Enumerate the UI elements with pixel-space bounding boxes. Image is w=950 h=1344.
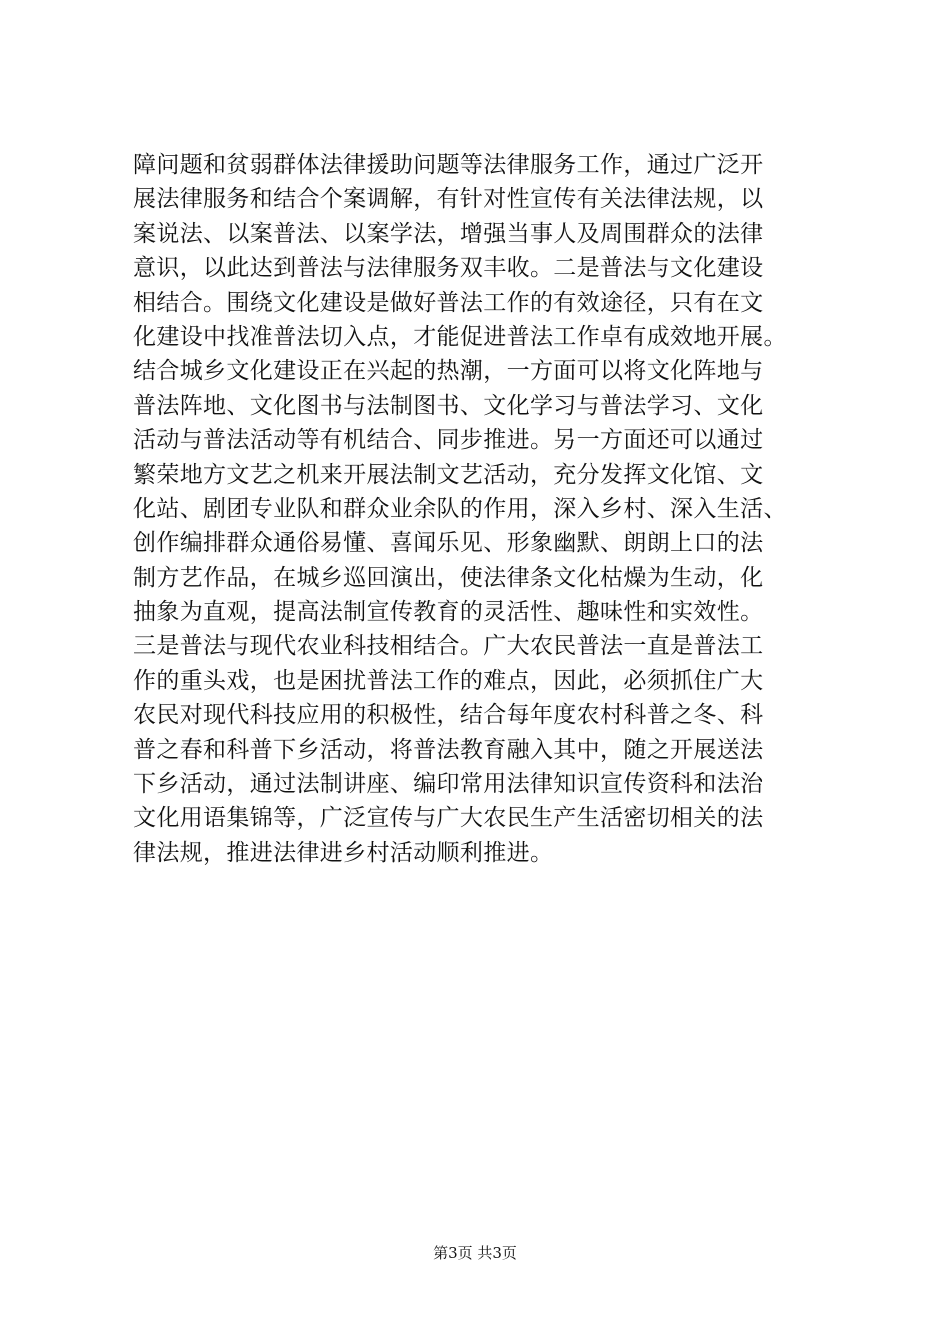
text-line: 下乡活动，通过法制讲座、编印常用法律知识宣传资科和法治 [133,771,764,798]
text-line: 结合城乡文化建设正在兴起的热潮，一方面可以将文化阵地与 [133,358,764,385]
text-line: 展法律服务和结合个案调解，有针对性宣传有关法律法规，以 [133,186,764,213]
text-line: 普法阵地、文化图书与法制图书、文化学习与普法学习、文化 [133,392,764,419]
text-line: 普之春和科普下乡活动，将普法教育融入其中，随之开展送法 [133,736,764,763]
text-line: 作的重头戏，也是困扰普法工作的难点，因此，必须抓住广大 [133,667,764,694]
text-line: 相结合。围绕文化建设是做好普法工作的有效途径，只有在文 [133,289,764,316]
text-line: 农民对现代科技应用的积极性，结合每年度农村科普之冬、科 [133,702,764,729]
text-line: 案说法、以案普法、以案学法，增强当事人及周围群众的法律 [133,220,764,247]
text-line: 化站、剧团专业队和群众业余队的作用，深入乡村、深入生活、 [133,495,787,522]
text-line: 律法规，推进法律进乡村活动顺利推进。 [133,839,554,866]
text-line: 意识，以此达到普法与法律服务双丰收。二是普法与文化建设 [133,255,764,282]
page-footer: 第3页 共3页 [433,1244,517,1262]
text-line: 三是普法与现代农业科技相结合。广大农民普法一直是普法工 [133,633,764,660]
text-line: 障问题和贫弱群体法律援助问题等法律服务工作，通过广泛开 [133,152,764,178]
text-line: 抽象为直观，提高法制宣传教育的灵活性、趣味性和实效性。 [133,599,764,626]
text-line: 繁荣地方文艺之机来开展法制文艺活动，充分发挥文化馆、文 [133,461,764,488]
text-line: 活动与普法活动等有机结合、同步推进。另一方面还可以通过 [133,427,764,454]
text-line: 化建设中找准普法切入点，才能促进普法工作卓有成效地开展。 [133,323,787,350]
text-line: 文化用语集锦等，广泛宣传与广大农民生产生活密切相关的法 [133,805,764,832]
text-line: 制方艺作品，在城乡巡回演出，使法律条文化枯燥为生动，化 [133,564,764,591]
body-text [133,148,853,870]
text-line: 创作编排群众通俗易懂、喜闻乐见、形象幽默、朗朗上口的法 [133,530,764,557]
